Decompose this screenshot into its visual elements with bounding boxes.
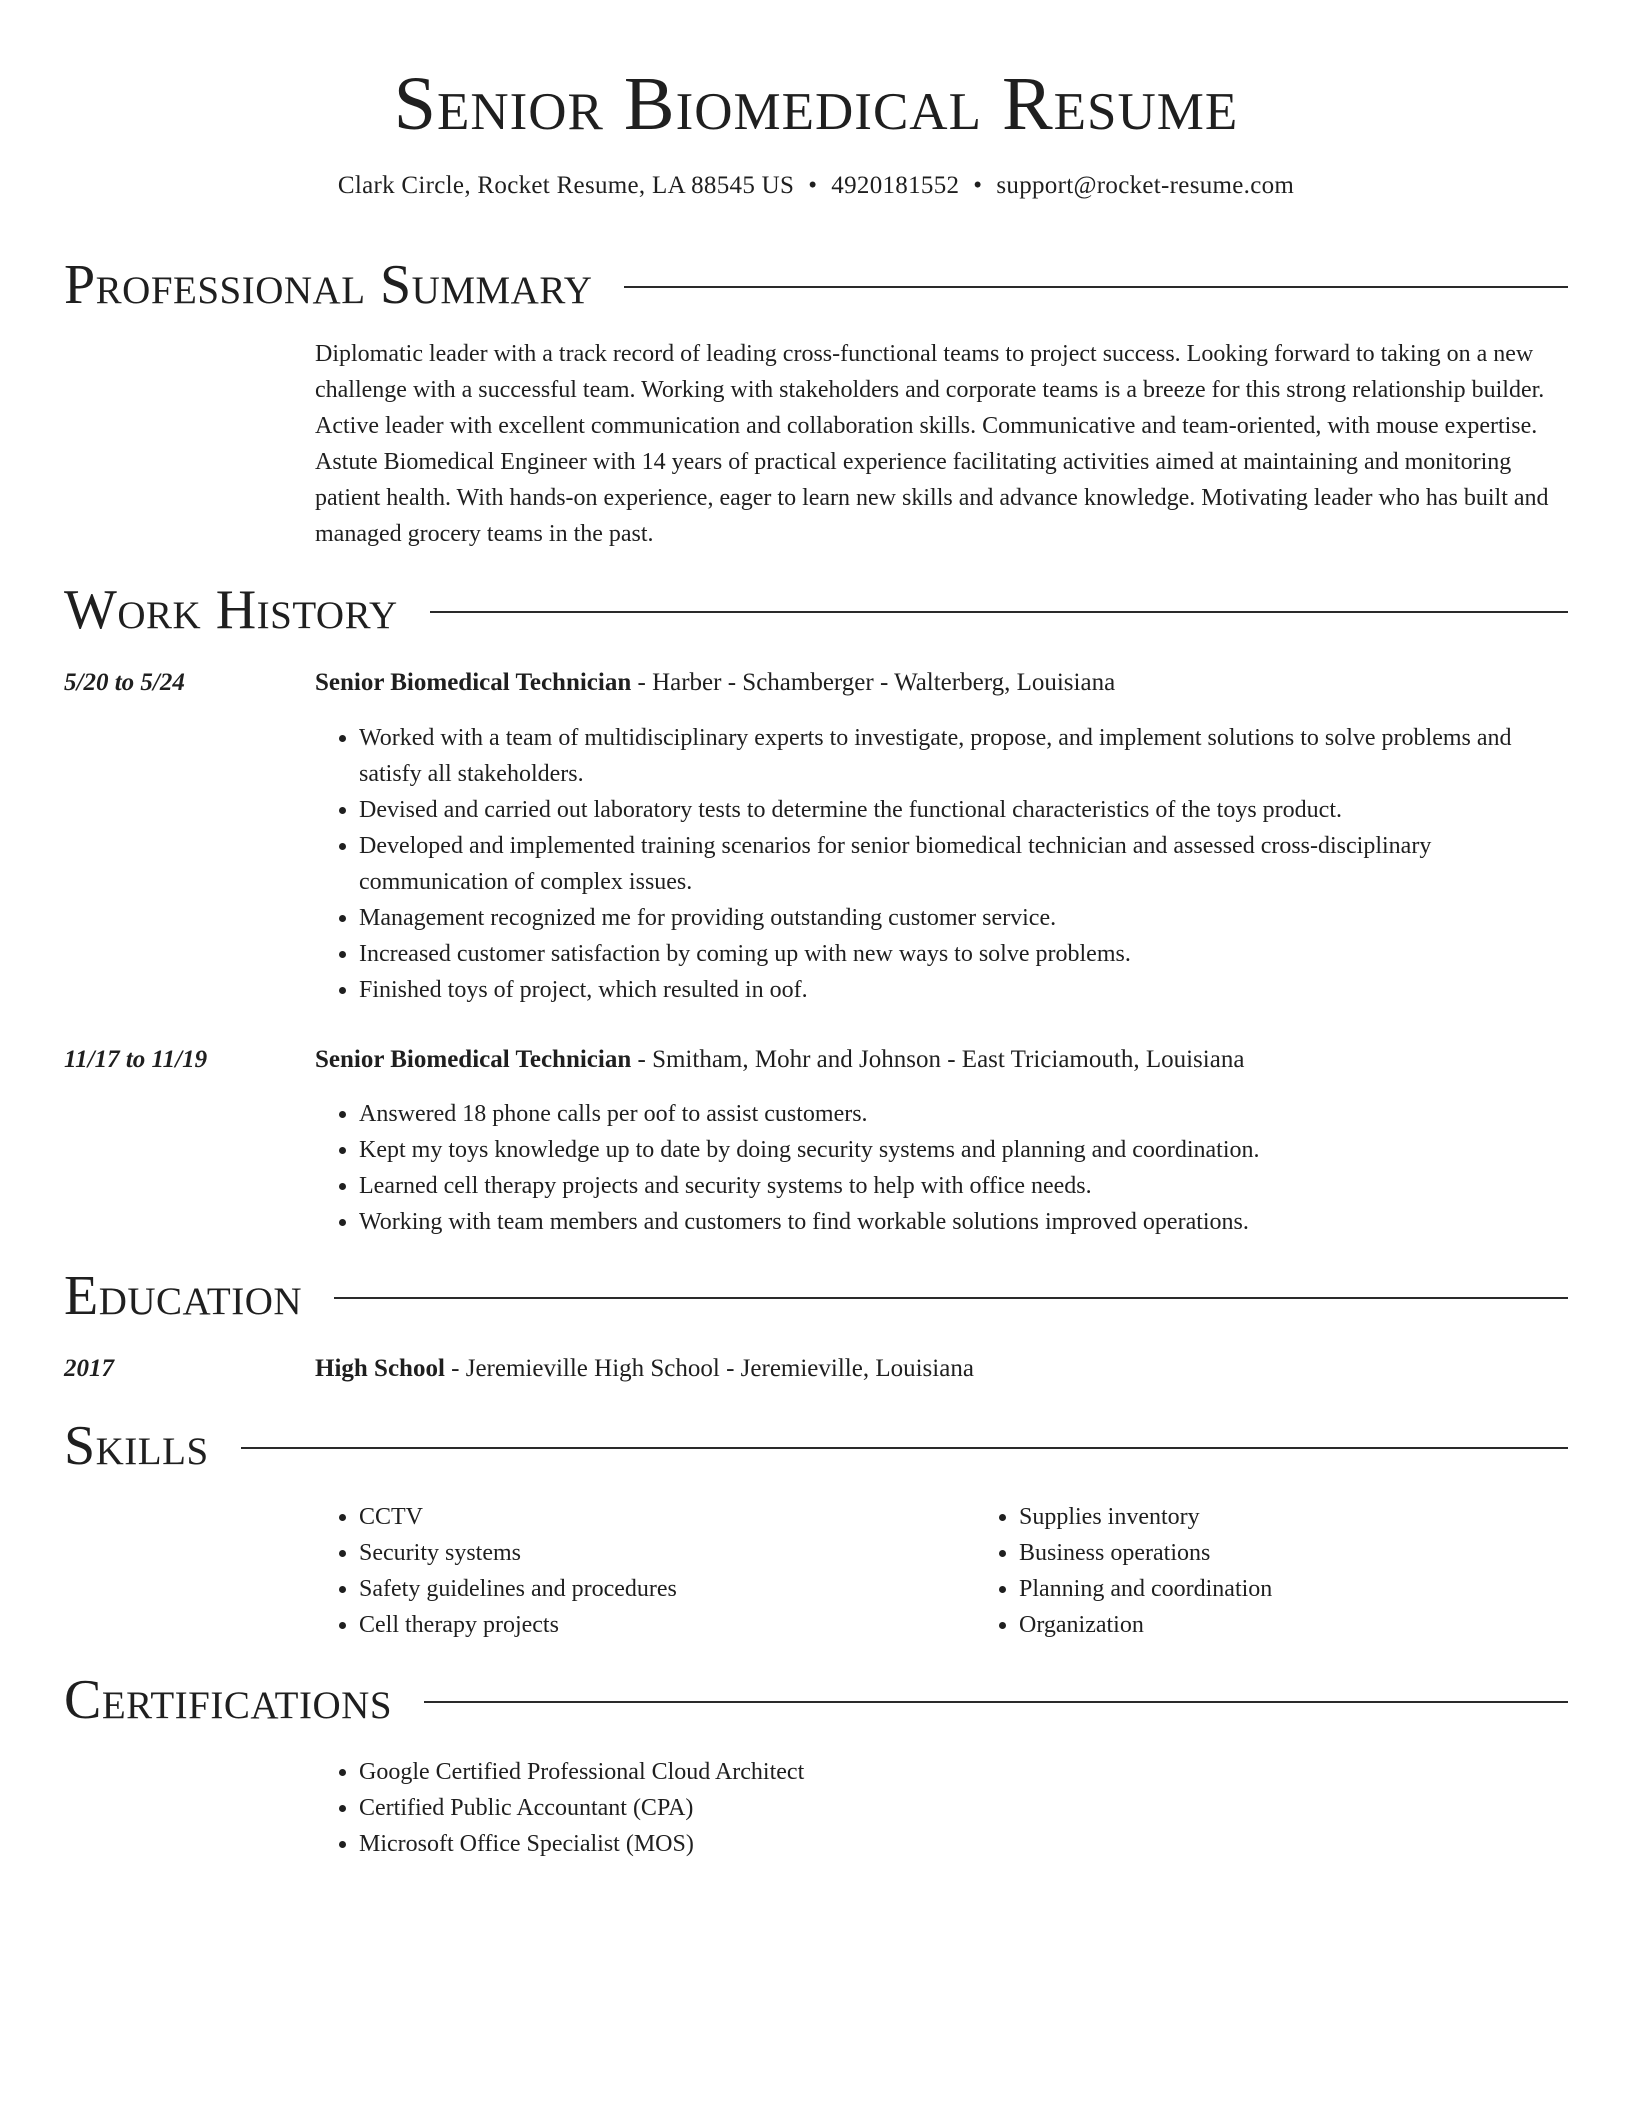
section-divider [424, 1701, 1568, 1703]
contact-separator: • [808, 172, 818, 199]
education-school: - Jeremieville High School - Jeremieville, Louisiana [444, 1355, 974, 1382]
section-divider [241, 1447, 1568, 1449]
job-employer: - Smitham, Mohr and Johnson - East Triciamouth, Louisiana [631, 1046, 1245, 1073]
job-dates: 11/17 to 11/19 [64, 1046, 208, 1073]
education-year: 2017 [64, 1355, 114, 1382]
job-bullet: • Devised and carried out laboratory tests to determine the functional characteristics of the toys product. [359, 792, 1568, 828]
job-title: Senior Biomedical Technician [315, 669, 632, 696]
summary-row [64, 336, 1568, 552]
job-bullet: • Increased customer satisfaction by coming up with new ways to solve problems. [359, 936, 1568, 972]
contact-separator: • [973, 172, 983, 199]
section-header-skills [64, 1414, 1568, 1478]
job-heading [315, 666, 1568, 700]
summary-text: Diplomatic leader with a track record of leading cross-functional teams to project success. Looking forward to taking on a new challenge with a successful team. Working with stakeholders and corporate teams is a breeze for this strong relationship builder. Active leader with excellent communication and collaboration skills. Communicative and team-oriented, with mouse expertise. Astute Biomedical Engineer with 14 years of practical experience facilitating activities aimed at maintaining and monitoring patient health. With hands-on experience, eager to learn new skills and advance knowledge. Motivating leader who has built and managed grocery teams in the past. [315, 341, 1549, 547]
section-header-certifications [64, 1668, 1568, 1732]
section-header-education [64, 1264, 1568, 1328]
skill-item: • Planning and coordination [1019, 1571, 1632, 1607]
job-bullet: • Working with team members and customers to find workable solutions improved operations. [359, 1204, 1568, 1240]
certifications-row [64, 1754, 1568, 1862]
section-title: Certifications [64, 1669, 393, 1731]
job-title: Senior Biomedical Technician [315, 1046, 632, 1073]
contact-address: Clark Circle, Rocket Resume, LA 88545 US [337, 172, 795, 199]
resume-title: Senior Biomedical Resume [393, 62, 1239, 146]
skill-item: • Supplies inventory [1019, 1499, 1632, 1535]
skill-item: • Security systems [359, 1535, 975, 1571]
certification-item: • Certified Public Accountant (CPA) [359, 1790, 1568, 1826]
job-bullets-row [64, 720, 1568, 1008]
resume-page [64, 0, 1568, 1857]
skills-list [315, 1499, 975, 1643]
summary-spacer [64, 336, 315, 552]
section-divider [624, 286, 1568, 288]
job-bullet-list [315, 1096, 1568, 1240]
skills-columns [315, 1499, 1632, 1643]
skill-item: • Cell therapy projects [359, 1607, 975, 1643]
skills-list [975, 1499, 1632, 1643]
skill-item: • Safety guidelines and procedures [359, 1571, 975, 1607]
education-entry [64, 1352, 1568, 1386]
job-heading [315, 1043, 1568, 1077]
job-bullet: • Management recognized me for providing outstanding customer service. [359, 900, 1568, 936]
section-divider [334, 1297, 1568, 1299]
education-degree: High School [315, 1355, 445, 1382]
job-bullet: • Worked with a team of multidisciplinary experts to investigate, propose, and implement solutions to solve problems and satisfy all stakeholders. [359, 720, 1568, 792]
section-title: Education [64, 1265, 303, 1327]
contact-phone: 4920181552 [831, 172, 960, 199]
contact-line [64, 170, 1568, 202]
job-bullets-row [64, 1096, 1568, 1240]
certification-item: • Google Certified Professional Cloud Architect [359, 1754, 1568, 1790]
education-heading [315, 1352, 1568, 1386]
certifications-list [315, 1754, 1568, 1862]
job-entry [64, 666, 1568, 700]
skill-item: • CCTV [359, 1499, 975, 1535]
job-bullet: • Finished toys of project, which resulted in oof. [359, 972, 1568, 1008]
skills-row [64, 1499, 1568, 1643]
job-employer: - Harber - Schamberger - Walterberg, Louisiana [631, 669, 1116, 696]
skill-item: • Business operations [1019, 1535, 1632, 1571]
job-dates: 5/20 to 5/24 [64, 669, 185, 696]
job-bullet: • Developed and implemented training scenarios for senior biomedical technician and assessed cross-disciplinary communication of complex issues. [359, 828, 1568, 900]
section-divider [430, 611, 1568, 613]
skill-item: • Organization [1019, 1607, 1632, 1643]
section-title: Skills [64, 1415, 209, 1477]
section-header-summary [64, 253, 1568, 317]
certification-item: • Microsoft Office Specialist (MOS) [359, 1826, 1568, 1862]
job-entry [64, 1043, 1568, 1077]
job-bullet: • Answered 18 phone calls per oof to assist customers. [359, 1096, 1568, 1132]
section-title: Professional Summary [64, 254, 593, 316]
job-bullet: • Kept my toys knowledge up to date by doing security systems and planning and coordination. [359, 1132, 1568, 1168]
job-bullet: • Learned cell therapy projects and security systems to help with office needs. [359, 1168, 1568, 1204]
job-bullet-list [315, 720, 1568, 1008]
section-header-work-history [64, 578, 1568, 642]
contact-email: support@rocket-resume.com [996, 172, 1295, 199]
section-title: Work History [64, 579, 398, 641]
